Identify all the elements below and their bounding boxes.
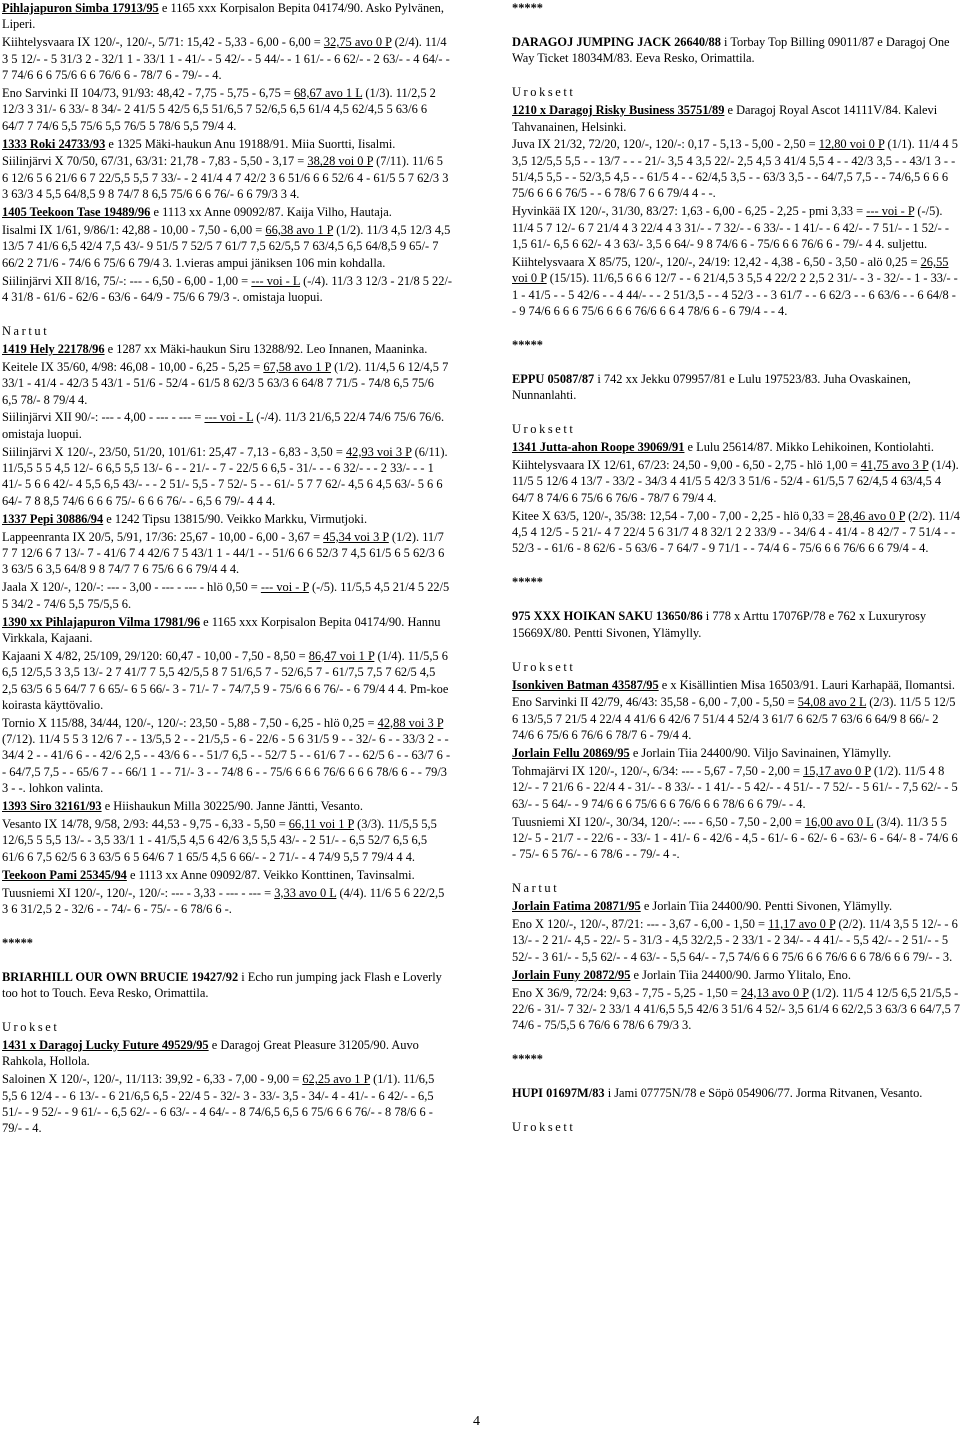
spacer	[512, 18, 960, 34]
result-score: 45,34 voi 3 P	[323, 529, 389, 544]
entry-paragraph	[2, 648, 452, 713]
entry-paragraph	[512, 745, 960, 761]
section-heading: Uroksett	[512, 659, 576, 674]
entry-paragraph	[512, 916, 960, 965]
entry-paragraph	[2, 409, 452, 442]
section-heading: Urokset	[2, 1020, 60, 1035]
body-text: (1/2). 11/5 4 12/5 6,5 21/5,5 - 22/6 - 31/- 7 32/- 2 33/1 4 41/6,5 5,5 42/6 3 51/6 4 52/- 3,5 61/4 6 62/2,5 3 63/3 6 64/7,5 7 74/6 - 75/5,5 6 76/6 6 78/6 6 79/3 3.	[512, 985, 960, 1033]
entry-paragraph	[2, 341, 452, 357]
result-score: 42,88 voi 3 P	[377, 715, 444, 730]
dog-name: Jorlain Fatima 20871/95	[512, 899, 641, 914]
section-heading: Uroksett	[512, 1120, 576, 1135]
body-text: (2/3). 11/5 5 12/5 6 13/5,5 7 21/5 4 22/4 4 41/6 6 42/6 7 51/4 4 52/4 3 61/7 6 62/5 7 63/6 6 64/9 8 66/- 2 74/6 6 75/6 6 76/6 6 78/7 6 - 79/4 4.	[512, 695, 956, 743]
body-text: e 1113 xx Anne 09092/87. Kaija Vilho, Hautaja.	[150, 205, 392, 220]
body-text: e 1325 Mäki-haukun Anu 19188/91. Miia Suortti, Iisalmi.	[105, 136, 396, 151]
entry-paragraph	[512, 677, 960, 693]
entry-paragraph	[512, 371, 960, 404]
entry-paragraph	[512, 608, 960, 641]
entry-paragraph	[512, 694, 960, 743]
bold-text: HUPI 01697M/83	[512, 1086, 605, 1101]
entry-paragraph	[2, 444, 452, 509]
bold-text: *****	[512, 1052, 543, 1067]
entry-paragraph	[512, 34, 960, 67]
result-score: 28,46 avo 0 P	[837, 508, 906, 523]
result-score: 67,58 avo 1 P	[263, 359, 332, 374]
body-text: e Hiishaukun Milla 30225/90. Janne Jäntti, Vesanto.	[101, 799, 363, 814]
body-text: (2/4). 11/4 3 5 12/- - 5 31/3 2 - 32/1 1 - 33/1 1 - 41/- - 5 42/- - 5 44/- - 1 61/- - 6 62/- - 2 63/- - 4 64/- - 7 74/6 6 6 75/6 6 6 76/6 6 - 78/7 6 - 79/- - 4.	[2, 35, 450, 82]
body-text: Keitele IX 35/60, 4/98: 46,08 - 10,00 - 6,25 - 5,25 =	[2, 359, 264, 374]
result-score: 42,93 voi 3 P	[345, 444, 412, 459]
spacer	[2, 1003, 452, 1019]
body-text: (1/2). 11/7 7 7 12/6 6 7 13/- 7 - 41/6 7 4 42/6 7 5 43/1 1 - 44/1 - - 51/6 6 6 52/3 7 4,5 61/5 6 5 62/3 6 3 63/5 6 3,5 64/8 9 8 74/7 7 6 75/6 6 6 79/4 4 4.	[2, 529, 445, 577]
entry-paragraph	[512, 898, 960, 914]
entry-paragraph	[512, 967, 960, 983]
body-text: i 778 x Arttu 17076P/78 e 762 x Luxuryrosy 15669X/80. Pentti Sivonen, Ylämylly.	[512, 609, 927, 640]
entry-paragraph	[2, 136, 452, 152]
bold-text: *****	[512, 575, 543, 590]
dog-name: 1337 Pepi 30886/94	[2, 511, 104, 526]
body-text: (7/12). 11/4 5 5 3 12/6 7 - - 13/5,5 2 - - 21/5,5 - 6 - 22/6 - 5 6 31/5 9 - - 32/- 6 - - 33/3 2 - - 34/4 2 - - 41/6 6 - - 42/6 2,5 - - 43/6 6 - - 51/7 6,5 - - 52/7 5 - - 61/6 7 - - 62/5 6 - - 63/7 6 - - 64/7,5 7,5 - - 65/6 7 - - 66/1 1 - - 71/- 3 - - 74/8 6 - - 75/6 6 6 6 76/6 6 6 6 78/6 6 - - 79/3 3 - -. lohkon valinta.	[2, 732, 451, 796]
entry-paragraph	[512, 1051, 960, 1067]
dog-name: Pihlajapuron Simba 17913/95	[2, 1, 159, 15]
entry-paragraph	[2, 204, 452, 220]
dog-name: Jorlain Funy 20872/95	[512, 967, 631, 982]
result-score: 32,75 avo 0 P	[323, 35, 392, 50]
body-text: Kiihtelysvaara IX 12/61, 67/23: 24,50 - 9,00 - 6,50 - 2,75 - hlö 1,00 =	[512, 458, 861, 473]
result-score: 12,80 voi 0 P	[818, 137, 885, 152]
body-text: Eno X 36/9, 72/24: 9,63 - 7,75 - 5,25 - 1,50 =	[512, 985, 741, 1000]
entry-paragraph	[512, 457, 960, 506]
spacer	[512, 643, 960, 659]
spacer	[512, 1035, 960, 1051]
bold-text: *****	[512, 338, 543, 352]
entry-paragraph	[512, 439, 960, 455]
body-text: (6/11). 11/5,5 5 5 4,5 12/- 6 6,5 5,5 13/- 6 - - 21/- - 7 - 22/5 6 6,5 - 31/- - - 6 32/- - - 2 33/- - - 1 41/- 5 6 6 42/- 4 5,5 6,5 43/- - - 2 51/- 5,5 - 7 52/- 5 - - 61/- 5 7 7 62/- 4,5 6 4,5 63/- 5 6 6 64/- 7 8 8,5 74/6 6 6 6 75/- 6 6 6 76/- - 6,5 6 79/- 4 4 4.	[2, 444, 448, 508]
entry-paragraph	[2, 579, 452, 612]
dog-name: 1405 Teekoon Tase 19489/96	[2, 205, 151, 220]
body-text: Saloinen X 120/-, 120/-, 11/113: 39,92 - 6,33 - 7,00 - 9,00 =	[2, 1072, 303, 1087]
result-score: 66,38 avo 1 P	[265, 223, 334, 238]
body-text: (7/11). 11/6 5 6 12/6 5 6 21/6 6 7 22/5,5 5,5 7 33/- - 2 41/4 4 7 42/2 3 6 51/6 6 6 52/6 4 - 61/5 5 7 62/3 3 3 63/3 4 5,5 64/8,5 9 8 74/7 8 6,5 75/6 6 6 76/- 6 6 79/3 3 4.	[2, 154, 449, 202]
body-text: e Jorlain Tiia 24400/90. Pentti Sivonen, Ylämylly.	[640, 899, 893, 914]
body-text: Tohmajärvi IX 120/-, 120/-, 6/34: --- - 5,67 - 7,50 - 2,00 =	[512, 764, 804, 778]
body-text: e Daragoj Great Pleasure 31205/90. Auvo Rahkola, Hollola.	[2, 1038, 419, 1069]
entry-paragraph	[512, 814, 960, 863]
spacer	[512, 321, 960, 337]
bold-text: EPPU 05087/87	[512, 371, 595, 386]
body-text: e 1242 Tipsu 13815/90. Veikko Markku, Virmutjoki.	[103, 511, 368, 526]
body-text: (1/2). 11/4,5 6 12/4,5 7 33/1 - 41/4 - 42/3 5 43/1 - 51/6 - 52/4 - 61/5 8 62/3 5 63/3 6 64/8 7 71/5 - 74/8 6,5 75/6 6,5 78/- 8 79/4 4.	[2, 359, 449, 407]
entry-paragraph	[512, 203, 960, 252]
entry-paragraph	[2, 614, 452, 647]
result-score: 24,13 avo 0 P	[740, 985, 809, 1000]
entry-paragraph	[2, 867, 452, 883]
body-text: Tuusniemi XI 120/-, 120/-, 120/-: --- - 3,33 - --- - --- =	[2, 885, 275, 900]
entry-paragraph	[512, 136, 960, 201]
spacer	[512, 405, 960, 421]
entry-paragraph	[2, 273, 452, 306]
right-column	[512, 0, 960, 1137]
dog-name: Jorlain Fellu 20869/95	[512, 746, 630, 761]
spacer	[512, 864, 960, 880]
body-text: e 1165 xxx Korpisalon Bepita 04174/90. Hannu Virkkala, Kajaani.	[2, 614, 441, 645]
body-text: i Jami 07775N/78 e Söpö 054906/77. Jorma Ritvanen, Vesanto.	[604, 1086, 923, 1101]
result-score: 3,33 avo 0 L	[274, 885, 337, 900]
spacer	[512, 68, 960, 84]
body-text: Tornio X 115/88, 34/44, 120/-, 120/-: 23,50 - 5,88 - 7,50 - 6,25 - hlö 0,25 =	[2, 715, 378, 730]
body-text: (1/2). 11/3 4,5 12/3 4,5 13/5 7 41/6 6,5 42/4 7,5 43/- 9 51/5 7 52/5 7 61/7 7,5 62/5,5 7 63/4,5 6,5 64/8,5 9 65/- 7 66/2 2 71/6 - 74/6 6 75/6 6 79/4 3. 1.vieras ampui jäniksen 106 min kohdalla.	[2, 223, 451, 270]
result-score: --- voi - L	[251, 273, 301, 288]
body-text: Siilinjärvi XII 8/16, 75/-: --- - 6,50 - 6,00 - 1,00 =	[2, 273, 252, 288]
body-text: (1/4). 11/5 5 12/6 4 13/7 - 33/2 - 34/3 4 41/5 5 42/3 3 51/6 - 52/4 - 61/5,5 7 62/4,5 4 63/4,5 4 64/7 8 74/6 6 75/6 6 76/6 - 78/7 6 79/4 4.	[512, 458, 959, 505]
result-score: 54,08 avo 2 L	[797, 695, 867, 710]
body-text: Jaala X 120/-, 120/-: --- - 3,00 - --- - --- - hlö 0,50 =	[2, 580, 261, 595]
result-score: 11,17 avo 0 P	[768, 917, 836, 932]
body-text: Kiihtelysvaara IX 120/-, 120/-, 5/71: 15,42 - 5,33 - 6,00 - 6,00 =	[2, 35, 324, 50]
body-text: e Lulu 25614/87. Mikko Lehikoinen, Kontiolahti.	[684, 440, 934, 455]
spacer	[512, 592, 960, 608]
entry-paragraph	[512, 508, 960, 557]
result-score: --- voi - L	[204, 410, 254, 425]
dog-name: 1431 x Daragoj Lucky Future 49529/95	[2, 1038, 209, 1053]
body-text: (-/5). 11/5,5 4,5 21/4 5 22/5 5 34/2 - 74/6 5,5 75/5,5 6.	[2, 580, 450, 611]
body-text: Kajaani X 4/82, 25/109, 29/120: 60,47 - 10,00 - 7,50 - 8,50 =	[2, 648, 309, 663]
dog-name: Isonkiven Batman 43587/95	[512, 677, 659, 692]
dog-name: 1333 Roki 24733/93	[2, 136, 106, 151]
section-heading: Uroksett	[512, 85, 576, 100]
result-score: 41,75 avo 3 P	[860, 458, 929, 473]
dog-name: 1390 xx Pihlajapuron Vilma 17981/96	[2, 614, 201, 629]
body-text: Juva IX 21/32, 72/20, 120/-, 120/-: 0,17 - 5,13 - 5,00 - 2,50 =	[512, 137, 819, 152]
entry-paragraph	[512, 985, 960, 1034]
body-text: Eno X 120/-, 120/-, 87/21: --- - 3,67 - 6,00 - 1,50 =	[512, 917, 769, 932]
entry-paragraph	[2, 511, 452, 527]
entry-paragraph	[2, 1037, 452, 1070]
body-text: Kitee X 63/5, 120/-, 35/38: 12,54 - 7,00 - 7,00 - 2,25 - hlö 0,33 =	[512, 508, 838, 523]
entry-paragraph	[512, 102, 960, 135]
body-text: Lappeenranta IX 20/5, 5/91, 17/36: 25,67 - 10,00 - 6,00 - 3,67 =	[2, 529, 324, 544]
result-score: --- voi - P	[866, 204, 915, 219]
dog-name: 1419 Hely 22178/96	[2, 341, 105, 356]
body-text: Tuusniemi XI 120/-, 30/34, 120/-: --- - 6,50 - 7,50 - 2,00 =	[512, 814, 805, 829]
body-text: i 742 xx Jekku 079957/81 e Lulu 197523/83. Juha Ovaskainen, Nunnanlahti.	[512, 371, 911, 403]
body-text: Siilinjärvi X 120/-, 23/50, 51/20, 101/61: 25,47 - 7,13 - 6,83 - 3,50 =	[2, 444, 346, 459]
entry-paragraph	[2, 1071, 452, 1136]
body-text: (-/4). 11/3 3 12/3 - 21/8 5 22/- 4 31/8 - 61/6 - 62/6 - 63/6 - 64/9 - 75/6 6 79/3 -. omistaja luopui.	[2, 273, 453, 304]
result-score: 38,28 voi 0 P	[307, 154, 374, 169]
entry-paragraph	[2, 529, 452, 578]
body-text: (15/15). 11/6,5 6 6 6 12/7 - - 6 21/4,5 3 5,5 4 22/2 2 2,5 2 31/- - 3 - 32/- - 1 - 33/- - 1 - 41/5 - - 5 42/6 - - 4 44/- - - 2 51/3,5 - - 4 52/3 - - 3 61/7 - - 6 62/3 - - 6 63/6 - - 6 64/8 - - 9 74/6 6 6 6 75/6 6 6 6 76/6 6 6 4 78/6 6 - 6 79/4 - - 4.	[512, 271, 958, 319]
body-text: i Torbay Top Billing 09011/87 e Daragoj One Way Ticket 18034M/83. Eeva Resko, Orimattila.	[512, 34, 950, 66]
dog-name: Teekoon Pami 25345/94	[2, 867, 127, 882]
entry-paragraph	[2, 816, 452, 865]
entry-paragraph	[2, 798, 452, 814]
dog-name: 1210 x Daragoj Risky Business 35751/89	[512, 103, 725, 118]
dog-name: 1393 Siro 32161/93	[2, 799, 102, 814]
body-text: (1/3). 11/2,5 2 12/3 3 31/- 6 33/- 8 34/- 2 41/5 5 42/5 6,5 51/6,5 7 52/6,5 6,5 61/4 4,5 62/4,5 5 63/6 6 64/7 7 74/6 5,5 75/6 5,5 76/5 5 78/6 5,5 79/4 4.	[2, 85, 436, 133]
body-text: e 1287 xx Mäki-haukun Siru 13288/92. Leo Innanen, Maaninka.	[104, 341, 428, 356]
section-heading: Uroksett	[512, 422, 576, 437]
result-score: 68,67 avo 1 L	[293, 85, 363, 100]
body-text: (1/1). 11/6,5 5,5 6 12/4 - - 6 13/- - 6 21/6,5 6,5 - 22/4 5 - 32/- 3 - 33/- 3,5 - 34/- 4 - 41/- - 6 42/- - 6,5 51/- - 9 52/- - 9 61/- - 6,5 62/- - 6 63/- - 4 64/- - 8 74/6,5 6,5 6 75/6 6 6 76/- - 8 78/6 6 - 79/- - 4.	[2, 1072, 435, 1136]
entry-paragraph	[512, 337, 960, 353]
body-text: (1/4). 11/5,5 6 6,5 12/5,5 3 3,5 13/- 2 7 41/7 7 5,5 42/5,5 8 7 51/6,5 7 - 52/6,5 7 - 61/7,5 7,5 7 62/5 4,5 2,5 63/5 6 5 64/7 7 6 65/- 6 5 66/- 3 - 71/- 7 - 74/7,5 9 - 75/6 6 6 76/- - 6 79/4 4 4. Pm-koe koirasta käyttövalio.	[2, 648, 449, 712]
entry-paragraph	[2, 715, 452, 797]
body-text: Siilinjärvi XII 90/-: --- - 4,00 - --- - --- =	[2, 410, 205, 425]
result-score: 16,00 avo 0 L	[804, 814, 874, 829]
entry-paragraph	[2, 0, 452, 33]
body-text: Hyvinkää IX 120/-, 31/30, 83/27: 1,63 - 6,00 - 6,25 - 2,25 - pmi 3,33 =	[512, 204, 867, 219]
spacer	[2, 953, 452, 969]
spacer	[512, 1069, 960, 1085]
entry-paragraph	[2, 153, 452, 202]
entry-paragraph	[512, 254, 960, 319]
page-number: 4	[473, 1414, 480, 1429]
spacer	[512, 1103, 960, 1119]
body-text: (-/4). 11/3 21/6,5 22/4 74/6 75/6 76/6. omistaja luopui.	[2, 410, 445, 441]
body-text: (4/4). 11/6 5 6 22/2,5 3 6 31/2,5 2 - 32/6 - - 74/- 6 - 75/- - 6 78/6 6 -.	[2, 885, 445, 916]
entry-paragraph	[512, 0, 960, 16]
body-text: e Jorlain Tiia 24400/90. Viljo Savinainen, Ylämylly.	[629, 746, 892, 761]
result-score: 86,47 voi 1 P	[308, 648, 375, 663]
bold-text: 975 XXX HOIKAN SAKU 13650/86	[512, 609, 703, 624]
body-text: (1/1). 11/4 4 5 3,5 12/5,5 5,5 - - 13/7 - - - 21/- 3,5 4 3,5 22/- 2,5 4,5 3 41/4 5,5 4 - - 42/3 3,5 - - 43/1 3 - - 51/4,5 5,5 - - 52/3,5 4,5 - - 61/5 4 - - 62/4,5 3,5 - - 63/3 3,5 - - 64/7,5 7,5 - - 74/6,5 6 6 6 75/6 6 6 6 76/5 - - 6 78/6 7 6 6 79/4 4 - -.	[512, 137, 958, 201]
body-text: Eno Sarvinki II 42/79, 46/43: 35,58 - 6,00 - 7,00 - 5,50 =	[512, 695, 798, 710]
result-score: --- voi - P	[260, 580, 309, 595]
left-column	[2, 0, 452, 1138]
bold-text: *****	[512, 1, 543, 15]
result-score: 15,17 avo 0 P	[803, 764, 871, 778]
body-text: Kiihtelysvaara X 85/75, 120/-, 120/-, 24/19: 12,42 - 4,38 - 6,50 - 3,50 - alö 0,25 =	[512, 255, 921, 270]
body-text: i Echo run jumping jack Flash e Loverly too hot to Touch. Eeva Resko, Orimattila.	[2, 969, 442, 1001]
entry-paragraph	[2, 85, 452, 134]
entry-paragraph	[2, 222, 452, 271]
entry-paragraph	[2, 359, 452, 408]
body-text: Eno Sarvinki II 104/73, 91/93: 48,42 - 7,75 - 5,75 - 6,75 =	[2, 85, 294, 100]
entry-paragraph	[512, 1085, 960, 1101]
body-text: e Daragoj Royal Ascot 14111V/84. Kalevi Tahvanainen, Helsinki.	[512, 103, 938, 134]
spacer	[512, 355, 960, 371]
spacer	[2, 919, 452, 935]
entry-paragraph	[2, 935, 452, 951]
entry-paragraph	[512, 574, 960, 590]
body-text: (3/3). 11/5,5 5,5 12/6,5 5 5,5 13/- - 3,5 33/1 1 - 41/5,5 4,5 6 42/6 3,5 5,5 43/- - 2 51/- - 6,5 52/7 6,5 6,5 61/6 6 7,5 62/5 6 3 63/5 6 5 64/6 7 1 65/5 4,5 6 66/- - 2 71/- - 4 74/9 5,5 7 79/4 4 4.	[2, 817, 437, 864]
result-score: 62,25 avo 1 P	[302, 1072, 371, 1087]
entry-paragraph	[2, 885, 452, 918]
bold-text: DARAGOJ JUMPING JACK 26640/88	[512, 34, 721, 49]
result-score: 26,55 voi 0 P	[512, 255, 949, 286]
body-text: e x Kisällintien Misa 16503/91. Lauri Karhapää, Ilomantsi.	[658, 677, 955, 692]
entry-paragraph	[512, 763, 960, 812]
entry-paragraph	[2, 34, 452, 83]
body-text: (2/2). 11/4 3,5 5 12/- - 6 13/- - 2 21/- 4,5 - 22/- 5 - 31/3 - 4,5 32/2,5 - 2 33/1 - 2 34/- - 4 41/- - 5,5 42/- - 2 51/- - 5 52/- - 3 61/- - 5,5 62/- - 4 63/- - 5,5 64/- - 7,5 74/6 6 6 75/6 6 6 76/6 6 6 78/6 6 6 79/- - 3.	[512, 917, 958, 964]
result-score: 66,11 voi 1 P	[288, 817, 354, 832]
body-text: e 1165 xxx Korpisalon Bepita 04174/90. Asko Pylvänen, Liperi.	[2, 1, 444, 32]
body-text: Vesanto IX 14/78, 9/58, 2/93: 44,53 - 9,75 - 6,33 - 5,50 =	[2, 817, 289, 832]
body-text: (-/5). 11/4 5 7 12/- 6 7 21/4 4 3 22/4 4 3 31/- - 7 32/- - 6 33/- - 1 41/- - 6 42/- - 7 51/- - 1 52/- - 1,5 61/- 6,5 6 62/- 4 3 63/- 3,5 6 64/- 9 8 74/6 6 - 75/6 6 6 76/6 6 - 79/- 4 4. suljettu.	[512, 204, 949, 252]
bold-text: *****	[2, 935, 33, 950]
body-text: (1/2). 11/5 4 8 12/- - 7 21/6 6 - 22/4 4 - 31/- - 8 33/- - 1 41/- - 5 42/- - 4 51/- - 7 52/- - 5 61/- - 7,5 62/- - 5 63/- - 5 64/- - 9 74/6 6 6 75/6 6 6 76/6 6 6 78/6 6 6 79/- - 4.	[512, 764, 958, 811]
body-text: (2/2). 11/4 4,5 4 12/5 - 5 21/- 4 7 22/4 5 6 31/7 4 8 32/1 2 2 33/9 - - 34/6 4 - 41/4 - 8 42/7 - 7 51/4 - - 52/3 - - 61/6 - 8 62/6 - 5 63/6 - 7 64/7 - 9 71/1 - - 74/4 6 - 75/6 6 6 76/6 6 6 79/4 - 4.	[512, 508, 960, 556]
body-text: e Jorlain Tiia 24400/90. Jarmo Ylitalo, Eno.	[630, 967, 851, 982]
bold-text: BRIARHILL OUR OWN BRUCIE 19427/92	[2, 969, 239, 984]
body-text: Iisalmi IX 1/61, 9/86/1: 42,88 - 10,00 - 7,50 - 6,00 =	[2, 223, 266, 238]
body-text: e 1113 xx Anne 09092/87. Veikko Konttinen, Tavinsalmi.	[126, 867, 415, 882]
body-text: (3/4). 11/3 5 5 12/- 5 - 21/7 - - 22/6 - - 33/- 1 - 41/- 6 - 42/6 - 4,5 - 61/- 6 - 62/- 6 - 63/- 6 - 64/- 8 - 74/6 6 - 75/- 6 5 76/- - 6 78/6 - - 79/- 4 -.	[512, 814, 958, 862]
body-text: Siilinjärvi X 70/50, 67/31, 63/31: 21,78 - 7,83 - 5,50 - 3,17 =	[2, 154, 308, 169]
section-heading: Nartut	[512, 881, 560, 896]
spacer	[2, 307, 452, 323]
section-heading: Nartut	[2, 323, 50, 338]
spacer	[512, 558, 960, 574]
entry-paragraph	[2, 969, 452, 1002]
dog-name: 1341 Jutta-ahon Roope 39069/91	[512, 440, 685, 455]
